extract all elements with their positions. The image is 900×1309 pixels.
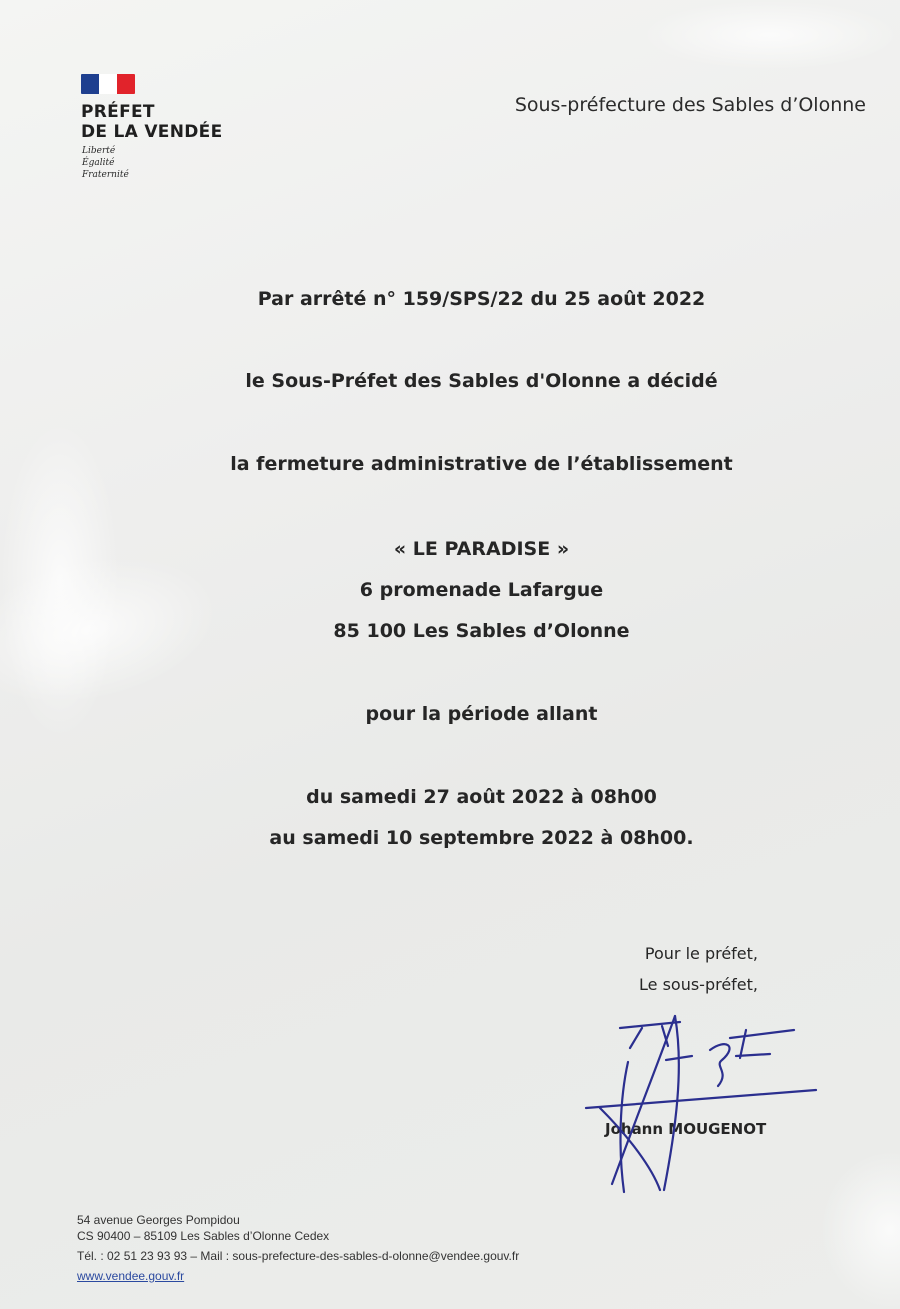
logo-title-line1: PRÉFET xyxy=(81,102,155,122)
republic-motto xyxy=(82,145,129,181)
footer-website-link[interactable]: www.vendee.gouv.fr xyxy=(77,1269,185,1283)
french-flag-icon xyxy=(81,74,135,94)
signer-name: Johann MOUGENOT xyxy=(605,1120,767,1138)
motto-egalite: Égalité xyxy=(82,158,115,168)
address-line1: 6 promenade Lafargue xyxy=(359,579,604,601)
period-intro: pour la période allant xyxy=(365,703,598,725)
establishment-name: « LE PARADISE » xyxy=(393,538,570,560)
footer-contact-line: Tél. : 02 51 23 93 93 – Mail : sous-prefecture-des-sables-d-olonne@vendee.gouv.fr xyxy=(77,1249,520,1263)
sleeve-glare xyxy=(820,1150,900,1309)
subprefecture-heading: Sous-préfecture des Sables d’Olonne xyxy=(514,94,866,116)
signature-line1: Pour le préfet, xyxy=(644,944,758,963)
motto-liberte: Liberté xyxy=(82,146,116,156)
logo-title xyxy=(81,102,222,142)
handwritten-signature xyxy=(580,1008,820,1198)
address-line2: 85 100 Les Sables d’Olonne xyxy=(333,620,630,642)
period-end: au samedi 10 septembre 2022 à 08h00. xyxy=(269,827,694,849)
footer-contact xyxy=(77,1212,519,1284)
decision-line: le Sous-Préfet des Sables d'Olonne a décidé xyxy=(245,370,718,392)
motto-fraternite: Fraternité xyxy=(82,170,129,180)
logo-title-line2: DE LA VENDÉE xyxy=(81,122,223,142)
signature-line2: Le sous-préfet, xyxy=(639,975,758,994)
period-start: du samedi 27 août 2022 à 08h00 xyxy=(306,786,657,808)
footer-street: 54 avenue Georges Pompidou xyxy=(77,1213,240,1227)
footer-postal: CS 90400 – 85109 Les Sables d’Olonne Cedex xyxy=(77,1229,330,1243)
sleeve-glare xyxy=(640,0,900,70)
decree-line: Par arrêté n° 159/SPS/22 du 25 août 2022 xyxy=(257,288,706,310)
measure-line: la fermeture administrative de l’établissement xyxy=(230,453,733,475)
